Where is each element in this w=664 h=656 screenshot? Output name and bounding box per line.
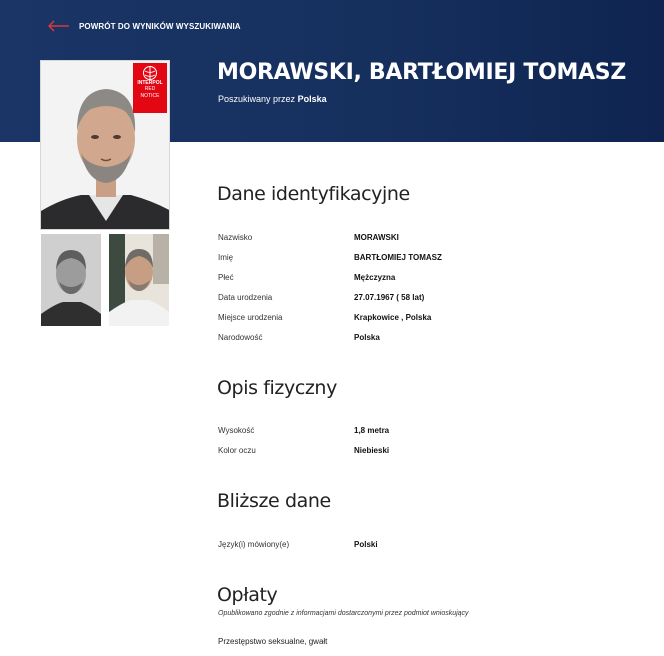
row-label: Nazwisko — [218, 233, 253, 242]
interpol-red-notice-badge — [133, 63, 167, 113]
row-value: BARTŁOMIEJ TOMASZ — [354, 253, 442, 262]
wanted-by-prefix: Poszukiwany przez — [218, 94, 296, 104]
row-value: Polski — [354, 540, 378, 549]
badge-notice-line2: NOTICE — [140, 92, 160, 99]
row-label: Data urodzenia — [218, 293, 273, 302]
page-title: MORAWSKI, BARTŁOMIEJ TOMASZ — [217, 60, 627, 85]
details-row-languages — [218, 540, 378, 549]
row-label: Płeć — [218, 273, 234, 282]
row-label: Wysokość — [218, 426, 255, 435]
wanted-by-country: Polska — [297, 94, 327, 104]
row-value: Niebieski — [354, 446, 390, 455]
row-value: Krapkowice , Polska — [354, 313, 432, 322]
main-portrait-photo[interactable] — [40, 60, 170, 230]
section-title-details: Bliższe dane — [217, 490, 331, 512]
identity-row-given-name — [218, 253, 442, 262]
thumbnail-image-1 — [41, 234, 101, 326]
wanted-by-line — [218, 94, 327, 104]
thumbnail-image-2 — [109, 234, 169, 326]
section-title-identity: Dane identyfikacyjne — [217, 183, 410, 205]
section-title-physical: Opis fizyczny — [217, 377, 337, 399]
row-value: Mężczyzna — [354, 273, 396, 282]
identity-row-surname — [218, 233, 399, 242]
row-label: Imię — [218, 253, 234, 262]
identity-row-birth-date — [218, 293, 424, 302]
row-value: Polska — [354, 333, 380, 342]
charges-text: Przestępstwo seksualne, gwałt — [218, 637, 328, 646]
row-label: Kolor oczu — [218, 446, 256, 455]
row-value: MORAWSKI — [354, 233, 399, 242]
badge-org: INTERPOL — [137, 80, 163, 86]
thumbnail-photo-2[interactable] — [109, 234, 169, 326]
section-title-charges: Opłaty — [217, 584, 278, 606]
arrow-left-icon — [48, 20, 70, 32]
row-label: Język(i) mówiony(e) — [218, 540, 290, 549]
interpol-emblem-icon — [142, 65, 158, 81]
row-value: 27.07.1967 ( 58 lat) — [354, 293, 425, 302]
back-to-results-link[interactable] — [48, 20, 241, 32]
identity-row-birth-place — [218, 313, 431, 322]
row-label: Narodowość — [218, 333, 263, 342]
back-link-label: POWRÓT DO WYNIKÓW WYSZUKIWANIA — [79, 21, 241, 31]
badge-notice-line1: RED — [144, 86, 156, 93]
row-value: 1,8 metra — [354, 426, 390, 435]
identity-row-sex — [218, 273, 395, 282]
physical-row-height — [218, 426, 389, 435]
physical-row-eye-color — [218, 446, 389, 455]
identity-row-nationality — [218, 333, 380, 342]
charges-note: Opublikowano zgodnie z informacjami dostarczonymi przez podmiot wnioskujący — [218, 610, 469, 617]
thumbnail-photo-1[interactable] — [41, 234, 101, 326]
row-label: Miejsce urodzenia — [218, 313, 283, 322]
